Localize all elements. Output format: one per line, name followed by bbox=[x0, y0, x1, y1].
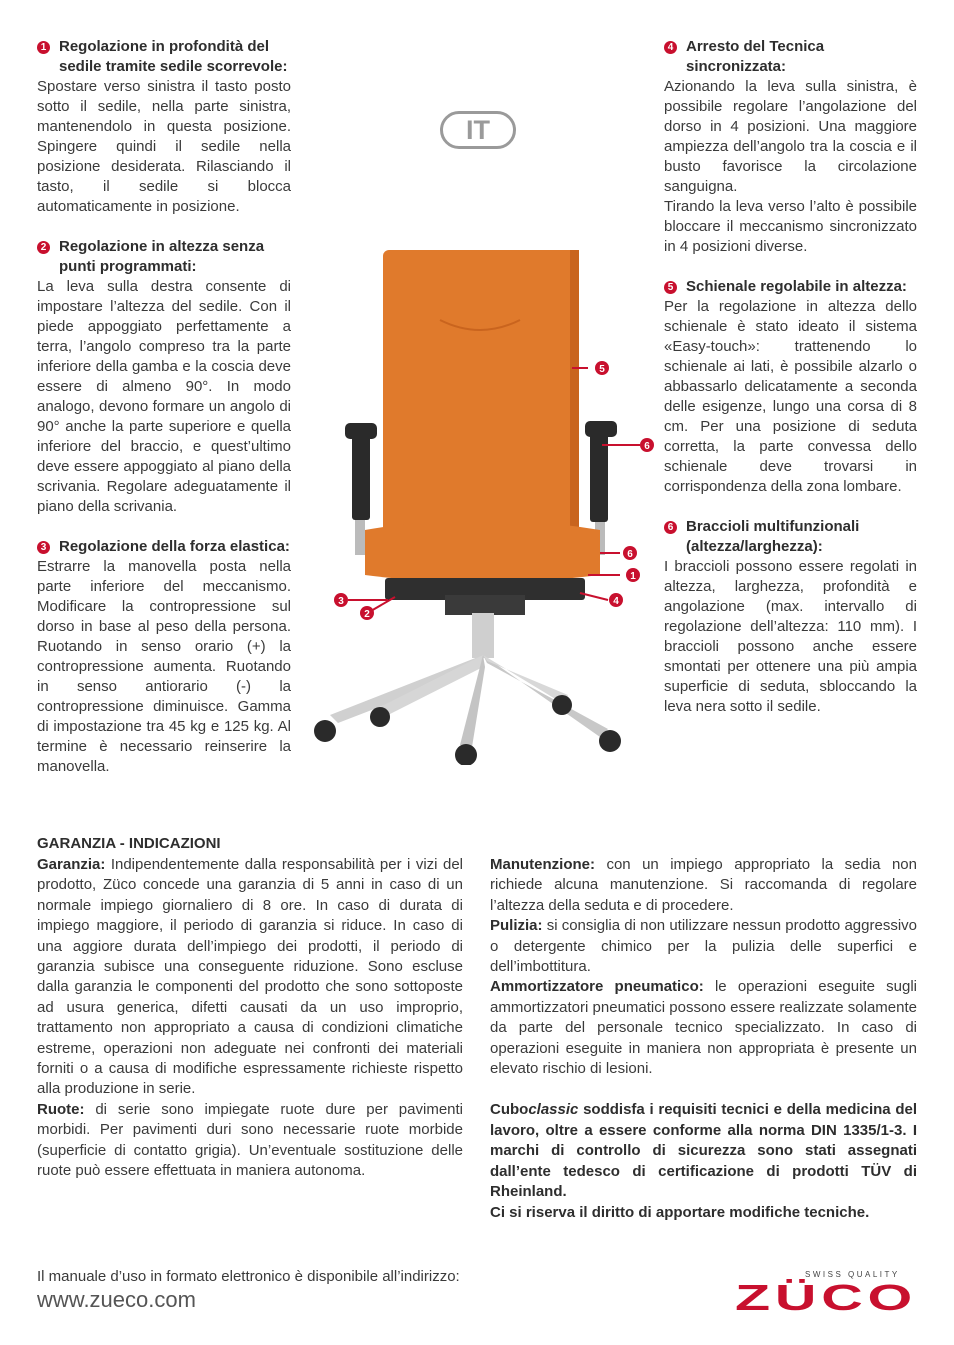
care-text bbox=[490, 855, 917, 1223]
section-seat-depth bbox=[37, 37, 291, 217]
callout-label: 6 bbox=[627, 549, 633, 560]
logo-wordmark: ZÜCO bbox=[735, 1277, 917, 1313]
left-column bbox=[37, 37, 291, 797]
footer-text: Il manuale d’uso in formato elettronico è disponibile all’indirizzo: bbox=[37, 1268, 460, 1285]
section-backrest-height bbox=[664, 277, 917, 497]
number-badge: 4 bbox=[664, 41, 677, 54]
language-badge: IT bbox=[440, 111, 516, 149]
number-badge: 2 bbox=[37, 241, 50, 254]
right-armrest bbox=[590, 427, 608, 522]
section-text: La leva sulla destra consente di impostare l’altezza del sedile. Con il piede appoggiato perfettamente a terra, l’angolo compreso tra la parte inferiore della gamba e la coscia deve essere di almeno 90°. In modo analogo, devono formare un angolo di 90° anche la parte superiore e quella inferiore del braccio, e quest’ultimo deve essere appoggiato al piano della scrivania. Regolare adeguatamente il piano della scrivania. bbox=[37, 278, 291, 515]
warranty-text bbox=[37, 855, 463, 1182]
section-text bbox=[664, 557, 917, 717]
section-title: Regolazione in profondità del sedile tramite sedile scorrevole: bbox=[59, 38, 288, 75]
cert-body: soddisfa i requisiti tecnici e della medicina del lavoro, oltre a essere conforme alla norma DIN 1335/1-3. I marchi di controllo di sicurezza sono stati assegnati dall’ente tedesco di certificazione di prodotti TÜV di Rheinland. bbox=[490, 1101, 917, 1201]
ammortizzatore-text: le operazioni eseguite sugli ammortizzatori pneumatici possono essere realizzate solamente da parte del personale tecnico specializzato. In caso di operazioni eseguite in maniera non appropriata è presente un elevato rischio di lesioni. bbox=[490, 978, 917, 1078]
section-text bbox=[664, 77, 917, 257]
callout-label: 1 bbox=[630, 571, 636, 582]
pulizia-text: si consiglia di non utilizzare nessun prodotto aggressivo o detergente chimico per la pulizia delle superfici e dell’imbottitura. bbox=[490, 917, 917, 976]
left-armrest bbox=[352, 430, 370, 520]
number-badge: 1 bbox=[37, 41, 50, 54]
chair-illustration bbox=[300, 245, 660, 765]
cert-brand-italic: classic bbox=[528, 1101, 579, 1119]
section-title: Braccioli multifunzionali (altezza/larghezza): bbox=[686, 518, 860, 555]
number-badge: 3 bbox=[37, 541, 50, 554]
pulizia-label: Pulizia: bbox=[490, 917, 543, 935]
number-badge: 5 bbox=[664, 281, 677, 294]
cert-note: Ci si riserva il diritto di apportare modifiche tecniche. bbox=[490, 1203, 870, 1221]
garanzia-label: Garanzia: bbox=[37, 856, 106, 873]
certification-text bbox=[490, 1100, 917, 1222]
logo-tagline: SWISS QUALITY bbox=[805, 1270, 900, 1279]
callout-label: 2 bbox=[364, 609, 370, 620]
callout-label: 5 bbox=[599, 364, 605, 375]
section-paragraph: I braccioli possono essere regolati in altezza, larghezza, profondità e angolazione (max. intervallo di regolazione dell’altezza: 110 mm). I braccioli possono anche essere smontati per ottenere una più ampia superficie di seduta, sbloccando la leva nera sotto il sedile. bbox=[664, 558, 917, 715]
chair-seat bbox=[365, 520, 600, 583]
garanzia-text: Indipendentemente dalla responsabilità per i vizi del prodotto, Züco concede una garanzia di 5 anni in caso di un normale impiego giornaliero di 8 ore. In caso di durata di impiego maggiore, il periodo di garanzia si riduce. In caso di una aggiore durata dell’impiego dei prodotti, il periodo di garanzia subisce una conseguente riduzione. Sono escluse dalla garanzia le componenti del prodotto che sono sottoposte ad usura generica, difetti causati da un uso improprio, trattamento non appropriato a causa di condizioni climatiche estreme, operazioni non adeguate nei confronti dei materiali forniti o a causa di modifiche espressamente richieste rispetto alla produzione in serie. bbox=[37, 856, 463, 1098]
chair-backrest bbox=[383, 250, 579, 540]
callout-label: 4 bbox=[613, 596, 619, 607]
section-sync-lock bbox=[664, 37, 917, 257]
section-text: Spostare verso sinistra il tasto posto sotto il sedile, nella parte sinistra, mantenendolo in questa posizione. Spingere quindi il sedile nella posizione desiderata. Rilasciando il tasto, il sedile si blocca automaticamente in posizione. bbox=[37, 78, 291, 215]
section-spring-force bbox=[37, 537, 291, 777]
section-seat-height bbox=[37, 237, 291, 517]
callout-label: 3 bbox=[338, 596, 344, 607]
ruote-label: Ruote: bbox=[37, 1100, 85, 1118]
section-title: Regolazione in altezza senza punti programmati: bbox=[59, 238, 265, 275]
section-paragraph: Tirando la leva verso l’alto è possibile bloccare il meccanismo sincronizzato in 4 posizioni diverse. bbox=[664, 198, 917, 255]
section-title: Arresto del Tecnica sincronizzata: bbox=[686, 38, 825, 75]
cert-brand: Cubo bbox=[490, 1101, 529, 1119]
section-armrests bbox=[664, 517, 917, 717]
section-title: Schienale regolabile in altezza: bbox=[686, 278, 907, 295]
footer-url[interactable]: www.zueco.com bbox=[37, 1287, 196, 1312]
ammortizzatore-label: Ammortizzatore pneumatico: bbox=[490, 978, 704, 996]
number-badge: 6 bbox=[664, 521, 677, 534]
section-title: Regolazione della forza elastica: bbox=[59, 538, 290, 555]
section-text bbox=[664, 297, 917, 497]
section-paragraph: Per la regolazione in altezza dello schienale è stato ideato il sistema «Easy-touch»: trattenendo lo schienale ai lati, è possibile alzarlo o abbassarlo delicatamente a seconda delle esigenze, lungo una corsa di 8 cm. Per una posizione di seduta corretta, la parte convessa dello schienale deve trovarsi in corrispondenza della zona lombare. bbox=[664, 298, 917, 495]
ruote-text: di serie sono impiegate ruote dure per pavimenti morbidi. Per pavimenti duri sono necessarie ruote morbide (superficie di contatto grigia). Un’eventuale sostituzione delle ruote può essere effettuata in maniera autonoma. bbox=[37, 1100, 464, 1180]
warranty-title: GARANZIA - INDICAZIONI bbox=[37, 835, 221, 852]
manutenzione-text: con un impiego appropriato la sedia non richiede alcuna manutenzione. Si raccomanda di regolare l’altezza della seduta e di procedere. bbox=[490, 856, 917, 914]
gas-lift bbox=[472, 613, 494, 658]
manutenzione-label: Manutenzione: bbox=[490, 856, 595, 873]
right-column bbox=[664, 37, 917, 737]
section-text: Estrarre la manovella posta nella parte inferiore del meccanismo. Modificare la contropressione sul dorso in base al peso della persona. Ruotando in senso orario (+) la contropressione aumenta. Ruotando in senso antiorario (-) la contropressione diminuisce. Gamma di impostazione tra 45 kg e 125 kg. Al termine è necessario reinserire la manovella. bbox=[37, 558, 291, 775]
section-paragraph: Azionando la leva sulla sinistra, è possibile regolare l’angolazione del dorso in 4 posizioni. Una maggiore ampiezza dell’angolo tra la coscia e il busto favorisce la circolazione sanguigna. bbox=[664, 78, 917, 195]
zueco-logo bbox=[735, 1268, 917, 1313]
callout-label: 6 bbox=[644, 441, 650, 452]
